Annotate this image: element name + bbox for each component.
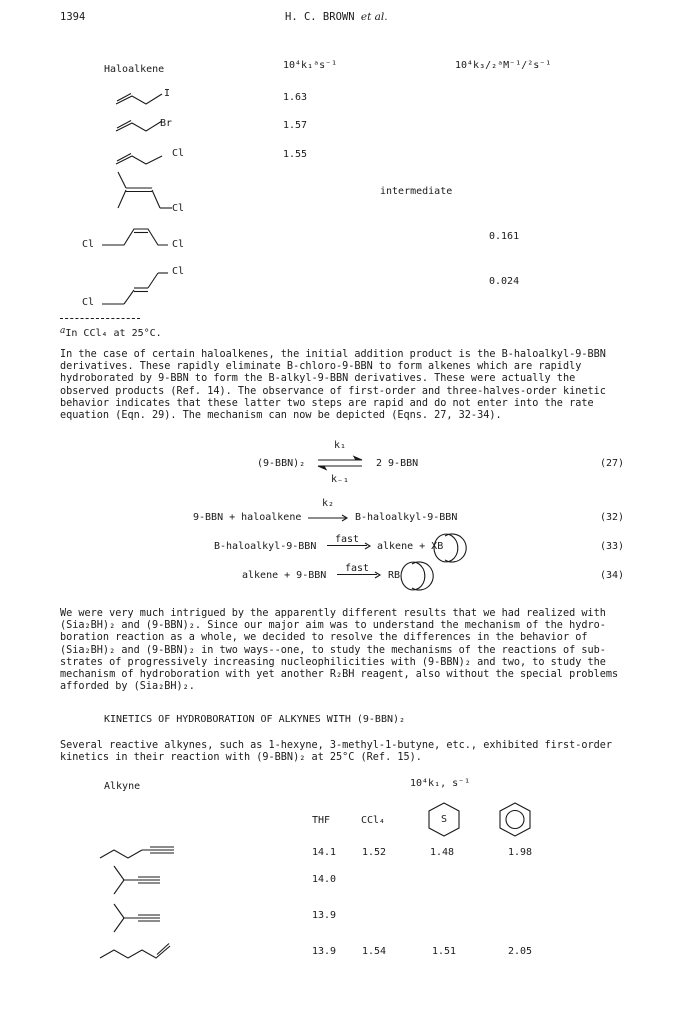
footnote-text: In CCl₄ at 25°C. [65,328,162,339]
eq33-number: (33) [600,541,625,552]
section-title: KINETICS OF HYDROBORATION OF ALKYNES WITH (9-BBN)₂ [104,714,406,725]
paragraph-2-line: (Sia₂BH)₂ and (9-BBN)₂. Since our major aim was to understand the mechanism of the hydro- [60,620,606,632]
eq32-number: (32) [600,512,625,523]
paragraph-3 [60,740,650,764]
table2-col-alkyne: Alkyne [104,781,141,792]
paragraph-1-line: behavior indicates that these latter two steps are rapid and do not enter into the rate [60,397,594,409]
footnote-mark: a [60,326,66,336]
paragraph-2-line: We were very much intrigued by the apparently different results that we had realized with [60,608,606,619]
paragraph-1 [60,349,650,422]
eq27-equilibrium-arrows [316,455,366,471]
page-number: 1394 [60,11,86,23]
allyl-chloride-structure [110,148,200,170]
table2-row1-thf: 14.1 [312,847,337,858]
allyl-iodide-structure [110,88,200,110]
table1-row5-halogen-right: Cl [172,239,185,250]
eq34-arrowhead [373,571,383,581]
running-head-etal: et al. [360,11,388,23]
eq34-9bbn-ring-icon [397,556,437,596]
eq27-left: (9-BBN)₂ [257,458,306,469]
table1-col-haloalkene: Haloalkene [104,64,165,75]
table1-row5-k32: 0.161 [489,231,520,242]
paragraph-1-line: observed products (Ref. 14). The observance of first-order and three-halves-order kinetic [60,385,606,397]
table2-row4-thiane: 1.51 [432,946,457,957]
paragraph-2-line: mechanism of hydroboration with yet another R₂BH reagent, also without the special problems [60,669,619,681]
eq32-left: 9-BBN + haloalkene [193,512,302,523]
running-head-authors: H. C. BROWN [285,11,355,23]
paragraph-2-line: (Sia₂BH)₂ and (9-BBN)₂ in two ways--one, to study the mechanisms of the reactions of sub- [60,644,606,656]
table2-row4-thf: 13.9 [312,946,337,957]
methylbutyne-structure-1 [98,864,188,900]
eq34-right: RB [388,570,401,581]
eq34-left: alkene + 9-BBN [242,570,327,581]
eq27-k-forward: k₁ [333,440,347,451]
table1-row5-halogen-left: Cl [82,239,95,250]
hexene-structure [98,940,188,970]
running-head [285,11,388,23]
eq33-over: fast [327,534,367,546]
eq33-left: B-haloalkyl-9-BBN [214,541,317,552]
eq32-k: k₂ [321,498,335,509]
paragraph-1-line: derivatives. These rapidly eliminate B-chloro-9-BBN to form alkenes which are rapidly [60,361,582,373]
table1-row3-k1: 1.55 [283,149,308,160]
table2-solvent-thf: THF [312,815,331,826]
paragraph-1-line: hydroborated by 9-BBN to form the B-alkyl-9-BBN derivatives. These were actually the [60,373,576,385]
table1-row2-halogen: Br [160,118,173,129]
table2-row3-thf: 13.9 [312,910,337,921]
table1-col-k32: 10⁴k₃/₂ᵃM⁻¹/²s⁻¹ [455,60,552,71]
table1-row4-note: intermediate [380,186,453,197]
prenyl-chloride-structure [108,170,198,220]
table1-row1-k1: 1.63 [283,92,308,103]
table2-row1-benzene: 1.98 [508,847,533,858]
allyl-bromide-structure [110,115,200,137]
paragraph-3-line: kinetics in their reaction with (9-BBN)₂ at 25°C (Ref. 15). [60,752,422,764]
eq32-right: B-haloalkyl-9-BBN [355,512,458,523]
table1-col-k1: 10⁴k₁ᵃs⁻¹ [283,60,338,71]
table2-solvent-benzene-icon [495,800,535,840]
paragraph-2-line: strates of progressively increasing nucleophilicities with (9-BBN)₂ and two, to study the [60,656,606,668]
eq32-arrow [306,513,352,523]
paragraph-1-line: In the case of certain haloalkenes, the initial addition product is the B-haloalkyl-9-BBN [60,349,606,360]
table2-row1-ccl4: 1.52 [362,847,387,858]
table2-row1-thiane: 1.48 [430,847,455,858]
table1-footnote [60,326,162,339]
eq34-number: (34) [600,570,625,581]
table1-row6-halogen-left: Cl [82,297,95,308]
table2-col-k1: 10⁴k₁, s⁻¹ [410,778,471,789]
paragraph-2 [60,608,650,693]
table1-row3-halogen: Cl [172,148,185,159]
methylbutyne-structure-2 [98,902,188,938]
table2-solvent-thiane-label: S [441,814,448,825]
paragraph-3-line: Several reactive alkynes, such as 1-hexyne, 3-methyl-1-butyne, etc., exhibited first-order [60,740,613,751]
eq27-k-reverse: k₋₁ [330,474,350,485]
table2-row4-ccl4: 1.54 [362,946,387,957]
eq27-number: (27) [600,458,625,469]
table2-row4-benzene: 2.05 [508,946,533,957]
footnote-rule [60,318,140,319]
table1-row2-k1: 1.57 [283,120,308,131]
eq33-arrowhead [363,542,373,552]
table1-row1-halogen: I [164,88,171,99]
eq33-right: alkene + XB [377,541,444,552]
paragraph-2-line: boration reaction as a whole, we decided to resolve the differences in the behavior of [60,632,588,644]
paragraph-2-line: afforded by (Sia₂BH)₂. [60,681,195,693]
table2-row2-thf: 14.0 [312,874,337,885]
paragraph-1-line: equation (Eqn. 29). The mechanism can now be depicted (Eqns. 27, 32-34). [60,410,502,422]
eq27-right: 2 9-BBN [376,458,419,469]
table2-solvent-ccl4: CCl₄ [361,815,386,826]
table1-row4-halogen: Cl [172,203,185,214]
eq34-over: fast [337,563,377,575]
table1-row6-halogen-right: Cl [172,266,185,277]
table1-row6-k32: 0.024 [489,276,520,287]
